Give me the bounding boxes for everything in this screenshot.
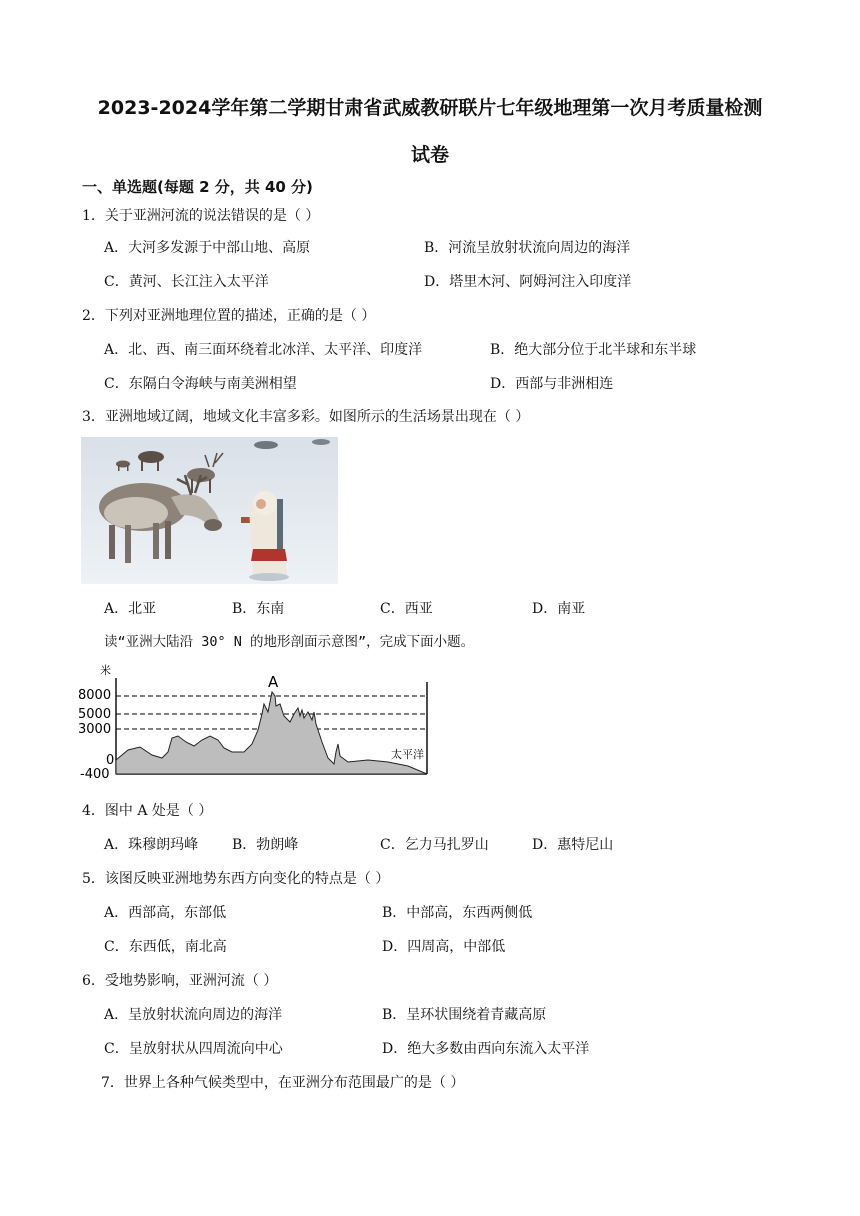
q3-option-a: A．北亚	[104, 601, 157, 617]
y-tick-8000: 8000	[78, 688, 112, 703]
q5-option-c: C．东西低，南北高	[104, 939, 227, 955]
page-title-line2: 试卷	[410, 144, 449, 166]
q6-option-b: B．呈环状围绕着青藏高原	[382, 1007, 547, 1023]
q6-option-a: A．呈放射状流向周边的海洋	[104, 1007, 283, 1023]
q1-option-c: C．黄河、长江注入太平洋	[104, 274, 269, 290]
q4-option-b: B．勃朗峰	[232, 837, 299, 853]
q6-option-d: D．绝大多数由西向东流入太平洋	[382, 1041, 590, 1057]
q1-option-a: A．大河多发源于中部山地、高原	[104, 240, 311, 256]
q2-option-a: A．北、西、南三面环绕着北冰洋、太平洋、印度洋	[104, 342, 423, 358]
question-2: 2．下列对亚洲地理位置的描述，正确的是（ ）	[82, 308, 376, 324]
y-tick-5000: 5000	[78, 707, 112, 722]
question-3: 3．亚洲地域辽阔，地域文化丰富多彩。如图所示的生活场景出现在（ ）	[82, 409, 530, 425]
terrain-profile-chart	[78, 660, 438, 784]
q1-option-d: D．塔里木河、阿姆河注入印度洋	[424, 274, 632, 290]
question-6: 6．受地势影响，亚洲河流（ ）	[82, 973, 278, 989]
q6-option-c: C．呈放射状从四周流向中心	[104, 1041, 283, 1057]
q5-option-d: D．四周高，中部低	[382, 939, 506, 955]
pacific-ocean-label: 太平洋	[391, 748, 424, 761]
y-tick-neg400: -400	[80, 767, 110, 780]
q5-option-b: B．中部高，东西两侧低	[382, 905, 533, 921]
q1-option-b: B．河流呈放射状流向周边的海洋	[424, 240, 631, 256]
profile-intro: 读“亚洲大陆沿 30° N 的地形剖面示意图”，完成下面小题。	[104, 634, 475, 650]
q2-option-c: C．东隔白令海峡与南美洲相望	[104, 376, 297, 392]
q3-option-b: B．东南	[232, 601, 285, 617]
q3-option-c: C．西亚	[380, 601, 433, 617]
q4-option-c: C．乞力马扎罗山	[380, 837, 489, 853]
page-title-line1: 2023-2024学年第二学期甘肃省武威教研联片七年级地理第一次月考质量检测	[97, 97, 763, 119]
peak-a-label: A	[268, 673, 279, 691]
y-unit-label: 米	[100, 664, 111, 677]
question-4: 4．图中 A 处是（ ）	[82, 803, 213, 819]
q3-option-d: D．南亚	[532, 601, 586, 617]
q2-option-b: B．绝大部分位于北半球和东半球	[490, 342, 697, 358]
reindeer-photo	[81, 437, 338, 584]
q5-option-a: A．西部高，东部低	[104, 905, 227, 921]
terrain-profile-area	[116, 692, 427, 774]
y-tick-3000: 3000	[78, 722, 112, 737]
question-5: 5．该图反映亚洲地势东西方向变化的特点是（ ）	[82, 871, 390, 887]
y-tick-0: 0	[106, 753, 115, 768]
q4-option-a: A．珠穆朗玛峰	[104, 837, 199, 853]
q4-option-d: D．惠特尼山	[532, 837, 614, 853]
question-7: 7．世界上各种气候类型中，在亚洲分布范围最广的是（ ）	[101, 1075, 465, 1091]
question-1: 1．关于亚洲河流的说法错误的是（ ）	[82, 208, 320, 224]
section-heading: 一、单选题(每题 2 分，共 40 分)	[82, 178, 313, 196]
q2-option-d: D．西部与非洲相连	[490, 376, 614, 392]
